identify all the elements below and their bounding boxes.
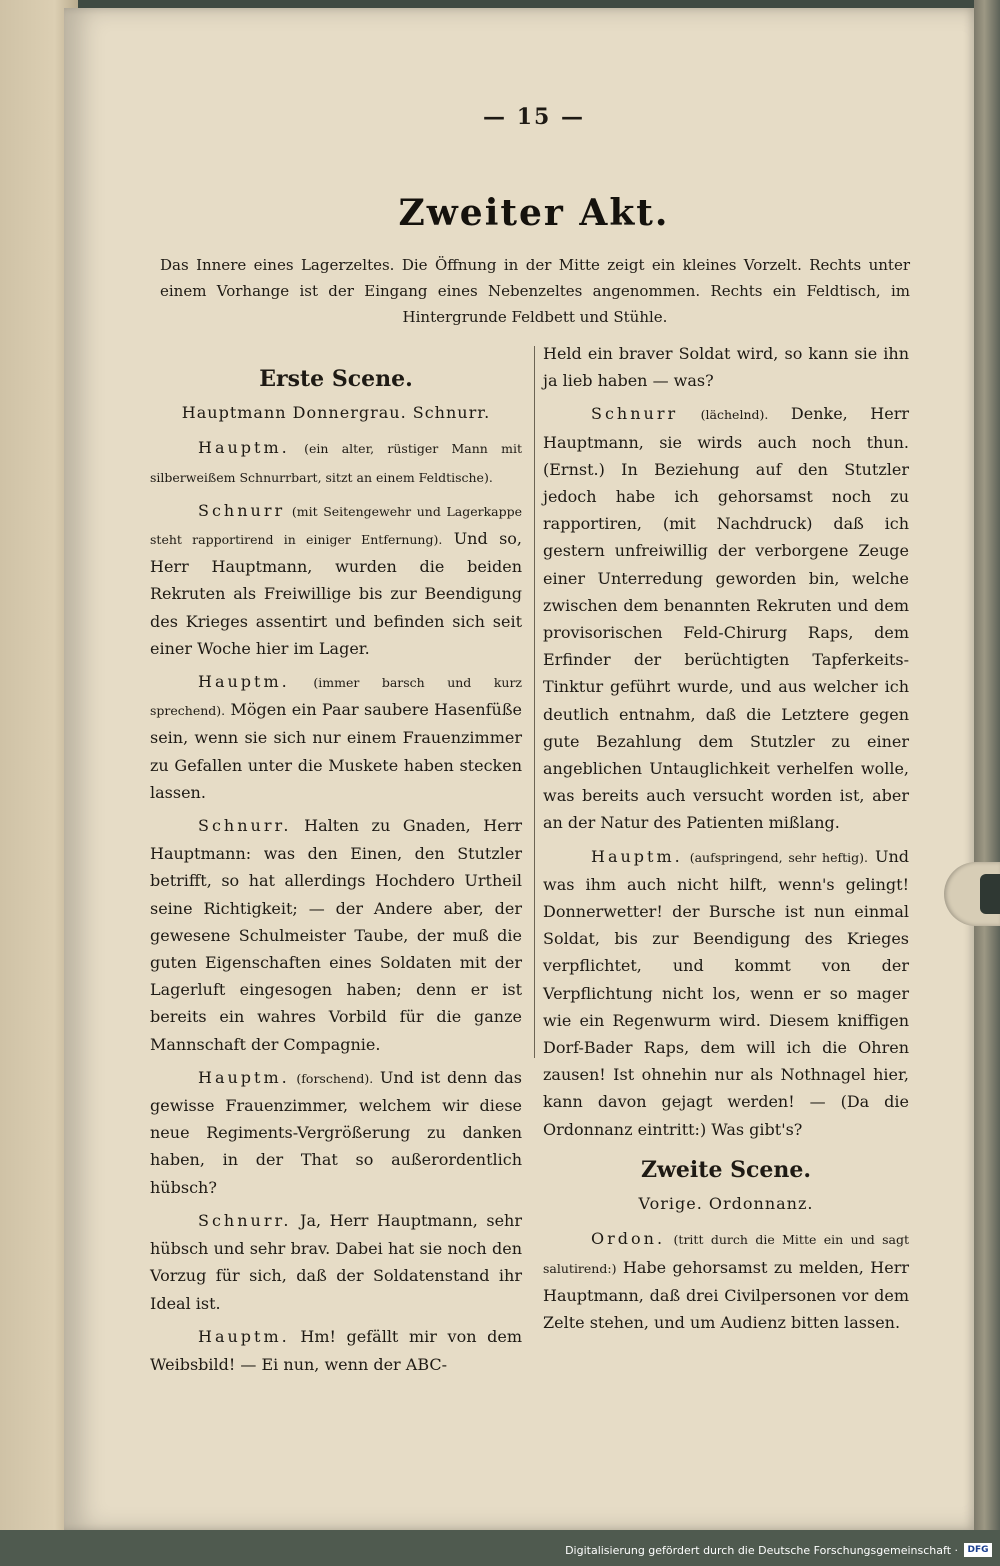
speech-text: Halten zu Gnaden, Herr Hauptmann: was den Einen, den Stutzler betrifft, so hat allerdings Hochdero Urtheil seine Richtigkeit; — der Andere aber, der gewesene Schulmeister Taube, der muß die guten Eigenschaften eines Soldaten mit der Lagerluft eingesogen haben; denn er ist bereits ein wahres Vorbild für die ganze Mannschaft der Compagnie.: [150, 816, 522, 1054]
stage-note: (ein alter, rüstiger Mann mit silberweißem Schnurrbart, sitzt an einem Feldtische).: [150, 441, 522, 485]
speaker-name: Hauptm.: [198, 1067, 290, 1087]
dfg-logo: DFG: [964, 1543, 992, 1557]
dialogue-paragraph: [150, 1064, 522, 1201]
stage-note: (mit Seitengewehr und Lagerkappe steht rapportirend in einiger Entfernung).: [150, 503, 523, 548]
speech-text: Und was ihm auch nicht hilft, wenn's gelingt! Donnerwetter! der Bursche ist nun einmal Soldat, bis zur Beendigung des Krieges verpflichtet, und kommt von der Verpflichtung nicht los, wenn er so mager wie ein Regenwurm wird. Diesem kniffigen Dorf-Bader Raps, dem will ich die Ohren zausen! Ist ohnehin nur als Nothnagel hier, kann davon gejagt werden! — (Da die Ordonnanz eintritt:) Was gibt's?: [543, 846, 909, 1139]
speaker-name: Hauptm.: [198, 438, 290, 458]
speaker-name: Hauptm.: [198, 1326, 290, 1346]
lead-text: Held ein braver Soldat wird, so kann sie ihn ja lieb haben — was?: [543, 344, 909, 391]
speech-text: Und so, Herr Hauptmann, wurden die beiden Rekruten als Freiwillige bis zur Beendigung des Krieges assentirt und befinden sich seit einer Woche hier im Lager.: [150, 529, 523, 658]
speech-text: Habe gehorsamst zu melden, Herr Hauptmann, daß drei Civilpersonen vor dem Zelte stehen, und um Audienz bitten lassen.: [543, 1257, 909, 1332]
scene-title-2: Zweite Scene.: [640, 1156, 812, 1183]
right-column: [543, 340, 909, 1342]
speech-text: Hm! gefällt mir von dem Weibsbild! — Ei nun, wenn der ABC-: [150, 1326, 523, 1374]
speaker-name: Schnurr: [591, 404, 679, 424]
bookmark-tab-shadow: [980, 874, 1000, 914]
scene-title: Erste Scene.: [259, 366, 413, 392]
speaker-name: Schnurr: [198, 500, 286, 520]
dialogue-paragraph: [150, 1207, 522, 1317]
dialogue-paragraph: [150, 497, 522, 662]
speaker-name: Schnurr.: [198, 1210, 292, 1230]
stage-note: (immer barsch und kurz sprechend).: [150, 675, 522, 719]
speech-text: Und ist denn das gewisse Frauenzimmer, welchem wir diese neue Regiments-Vergrößerung zu danken haben, in der That so außerordentlich hübsch?: [150, 1067, 523, 1197]
stage-direction: Das Innere eines Lagerzeltes. Die Öffnung in der Mitte zeigt ein kleines Vorzelt. Rechts unter einem Vorhange ist der Eingang eines Nebenzeltes angenommen. Rechts ein Feldtisch, im Hintergrunde Feldbett und Stühle.: [160, 256, 910, 326]
stage-note: (lächelnd).: [700, 407, 769, 423]
speech-text: Ja, Herr Hauptmann, sehr hübsch und sehr brav. Dabei hat sie noch den Vorzug für sich, daß der Soldatenstand ihr Ideal ist.: [150, 1210, 522, 1313]
dialogue-paragraph: [543, 843, 909, 1143]
speaker-name: Hauptm.: [591, 846, 683, 866]
left-column: [150, 366, 522, 1384]
stage-note: (forschend).: [296, 1070, 374, 1086]
dialogue-paragraph: [150, 434, 522, 490]
closing-paragraph: [543, 1225, 909, 1336]
speaker-name: Ordon.: [591, 1229, 666, 1249]
page-number: — 15 —: [483, 104, 585, 130]
stage-note: (tritt durch die Mitte ein und sagt salutirend:): [543, 1232, 909, 1276]
column-divider: [534, 346, 535, 1058]
dialogue-paragraph: [150, 1323, 522, 1378]
right-paragraphs: [543, 400, 909, 1142]
footer-credit: Digitalisierung gefördert durch die Deutsche Forschungsgemeinschaft ·: [565, 1544, 958, 1557]
speaker-name: Schnurr.: [198, 816, 292, 836]
scene-persons: Hauptmann Donnergrau. Schnurr.: [181, 403, 491, 423]
speech-text: Denke, Herr Hauptmann, sie wirds auch noch thun. (Ernst.) In Beziehung auf den Stutzler jedoch habe ich gehorsamst noch zu rapportiren, (mit Nachdruck) daß ich gestern unfreiwillig der verborgene Zeuge einer Unterredung geworden bin, welche zwischen dem benannten Rekruten und dem provisorischen Feld-Chirurg Raps, dem Erfinder der berüchtigten Tapferkeits-Tinktur geführt wurde, und aus welcher ich deutlich entnahm, daß die Letztere gegen gute Bezahlung dem Stutzler zu einer angeblichen Untauglichkeit verhelfen wolle, was bereits auch versucht worden ist, aber an der Natur des Patienten mißlang.: [543, 404, 909, 833]
act-title: Zweiter Akt.: [398, 192, 670, 234]
stage-note: (aufspringend, sehr heftig).: [689, 849, 869, 865]
speech-text: Mögen ein Paar saubere Hasenfüße sein, wenn sie sich nur einem Frauenzimmer zu Gefallen unter die Muskete haben stecken lassen.: [150, 700, 523, 802]
dialogue-paragraph: [150, 668, 522, 806]
speaker-name: Hauptm.: [198, 672, 290, 692]
dialogue-paragraph: [150, 812, 522, 1058]
dialogue-paragraph: [543, 400, 909, 836]
left-paragraphs: [150, 434, 522, 1378]
scene-persons-2: Vorige. Ordonnanz.: [638, 1194, 814, 1214]
